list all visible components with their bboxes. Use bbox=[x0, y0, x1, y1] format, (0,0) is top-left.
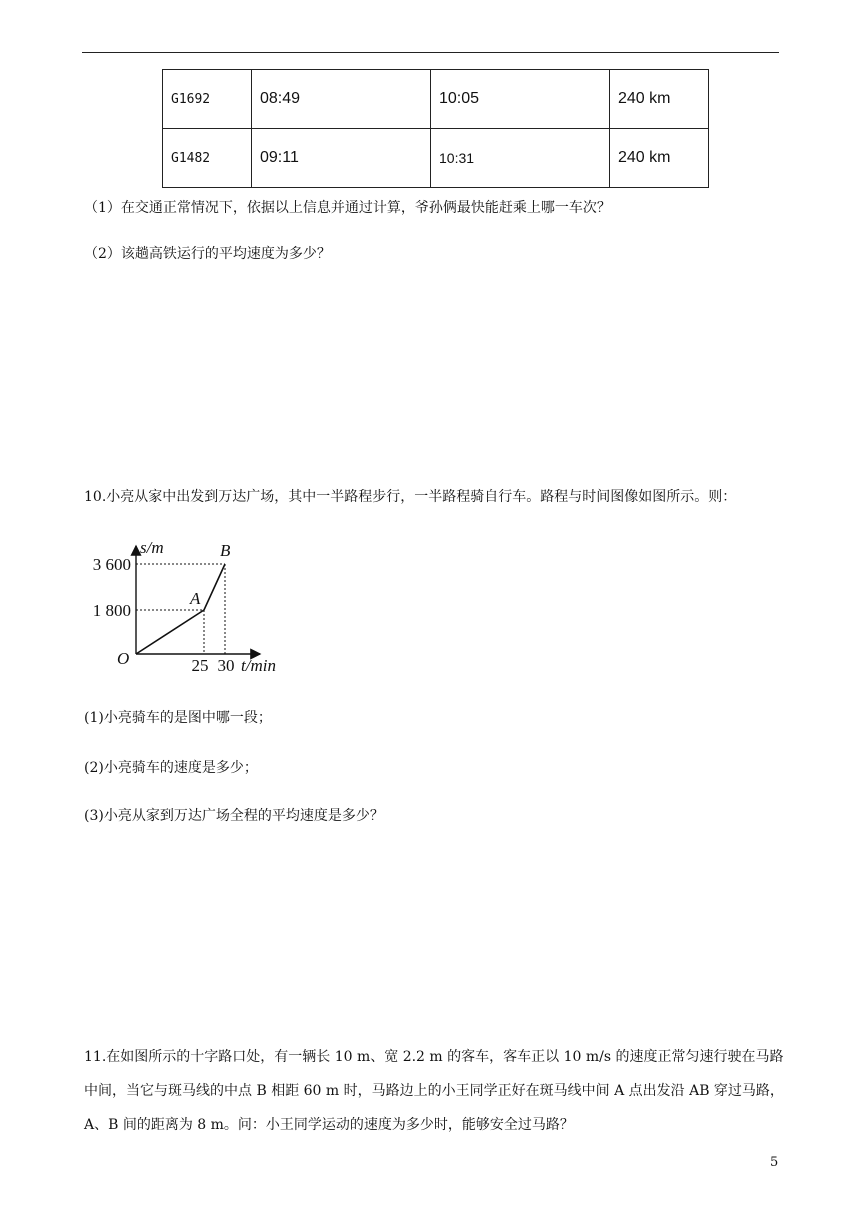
departure-time-cell: 09:11 bbox=[252, 129, 431, 188]
y-tick-3600: 3 600 bbox=[92, 555, 131, 574]
question-10-part-3: (3)小亮从家到万达广场全程的平均速度是多少？ bbox=[84, 808, 384, 824]
question-11-text: 11.在如图所示的十字路口处，有一辆长 10 m、宽 2.2 m 的客车，客车正以 10 m/s 的速度正常匀速行驶在马路中间，当它与斑马线的中点 B 相距 60 m 时，马路边上的小王同学正好在斑马线中间 A 点出发沿 AB 穿过马路，A、B 间的距离为 8 m。问：小王同学运动的速度为多少时，能够安全过马路？ bbox=[84, 1049, 784, 1133]
y-tick-1800: 1 800 bbox=[92, 601, 131, 620]
question-10-part-2: (2)小亮骑车的速度是多少； bbox=[84, 760, 258, 776]
x-tick-30: 30 bbox=[217, 656, 235, 675]
arrival-time-cell: 10:05 bbox=[431, 70, 610, 129]
y-axis-label: s/m bbox=[140, 538, 164, 557]
point-b-label: B bbox=[220, 541, 231, 560]
distance-cell: 240 km bbox=[610, 129, 709, 188]
x-tick-25: 25 bbox=[191, 656, 209, 675]
header-rule bbox=[82, 52, 779, 53]
question-9-part-2: （2）该趟高铁运行的平均速度为多少？ bbox=[84, 246, 331, 262]
question-10-stem: 10.小亮从家中出发到万达广场，其中一半路程步行，一半路程骑自行车。路程与时间图像如图所示。则： bbox=[84, 489, 737, 505]
question-10-part-1: (1)小亮骑车的是图中哪一段； bbox=[84, 710, 272, 726]
origin-label: O bbox=[117, 649, 130, 668]
question-9-part-1: （1）在交通正常情况下，依据以上信息并通过计算，爷孙俩最快能赶乘上哪一车次？ bbox=[84, 200, 611, 216]
departure-time-cell: 08:49 bbox=[252, 70, 431, 129]
distance-time-graph bbox=[84, 538, 304, 678]
train-number-cell: G1692 bbox=[163, 70, 252, 129]
graph-line-OAB bbox=[136, 564, 225, 654]
x-axis-label: t/min bbox=[241, 656, 276, 675]
distance-cell: 240 km bbox=[610, 70, 709, 129]
train-number-cell: G1482 bbox=[163, 129, 252, 188]
table-row bbox=[163, 129, 709, 188]
page-number: 5 bbox=[770, 1155, 779, 1170]
arrival-time-cell: 10:31 bbox=[431, 129, 610, 188]
point-a-label: A bbox=[190, 589, 201, 608]
train-schedule-table bbox=[162, 69, 709, 188]
table-row bbox=[163, 70, 709, 129]
